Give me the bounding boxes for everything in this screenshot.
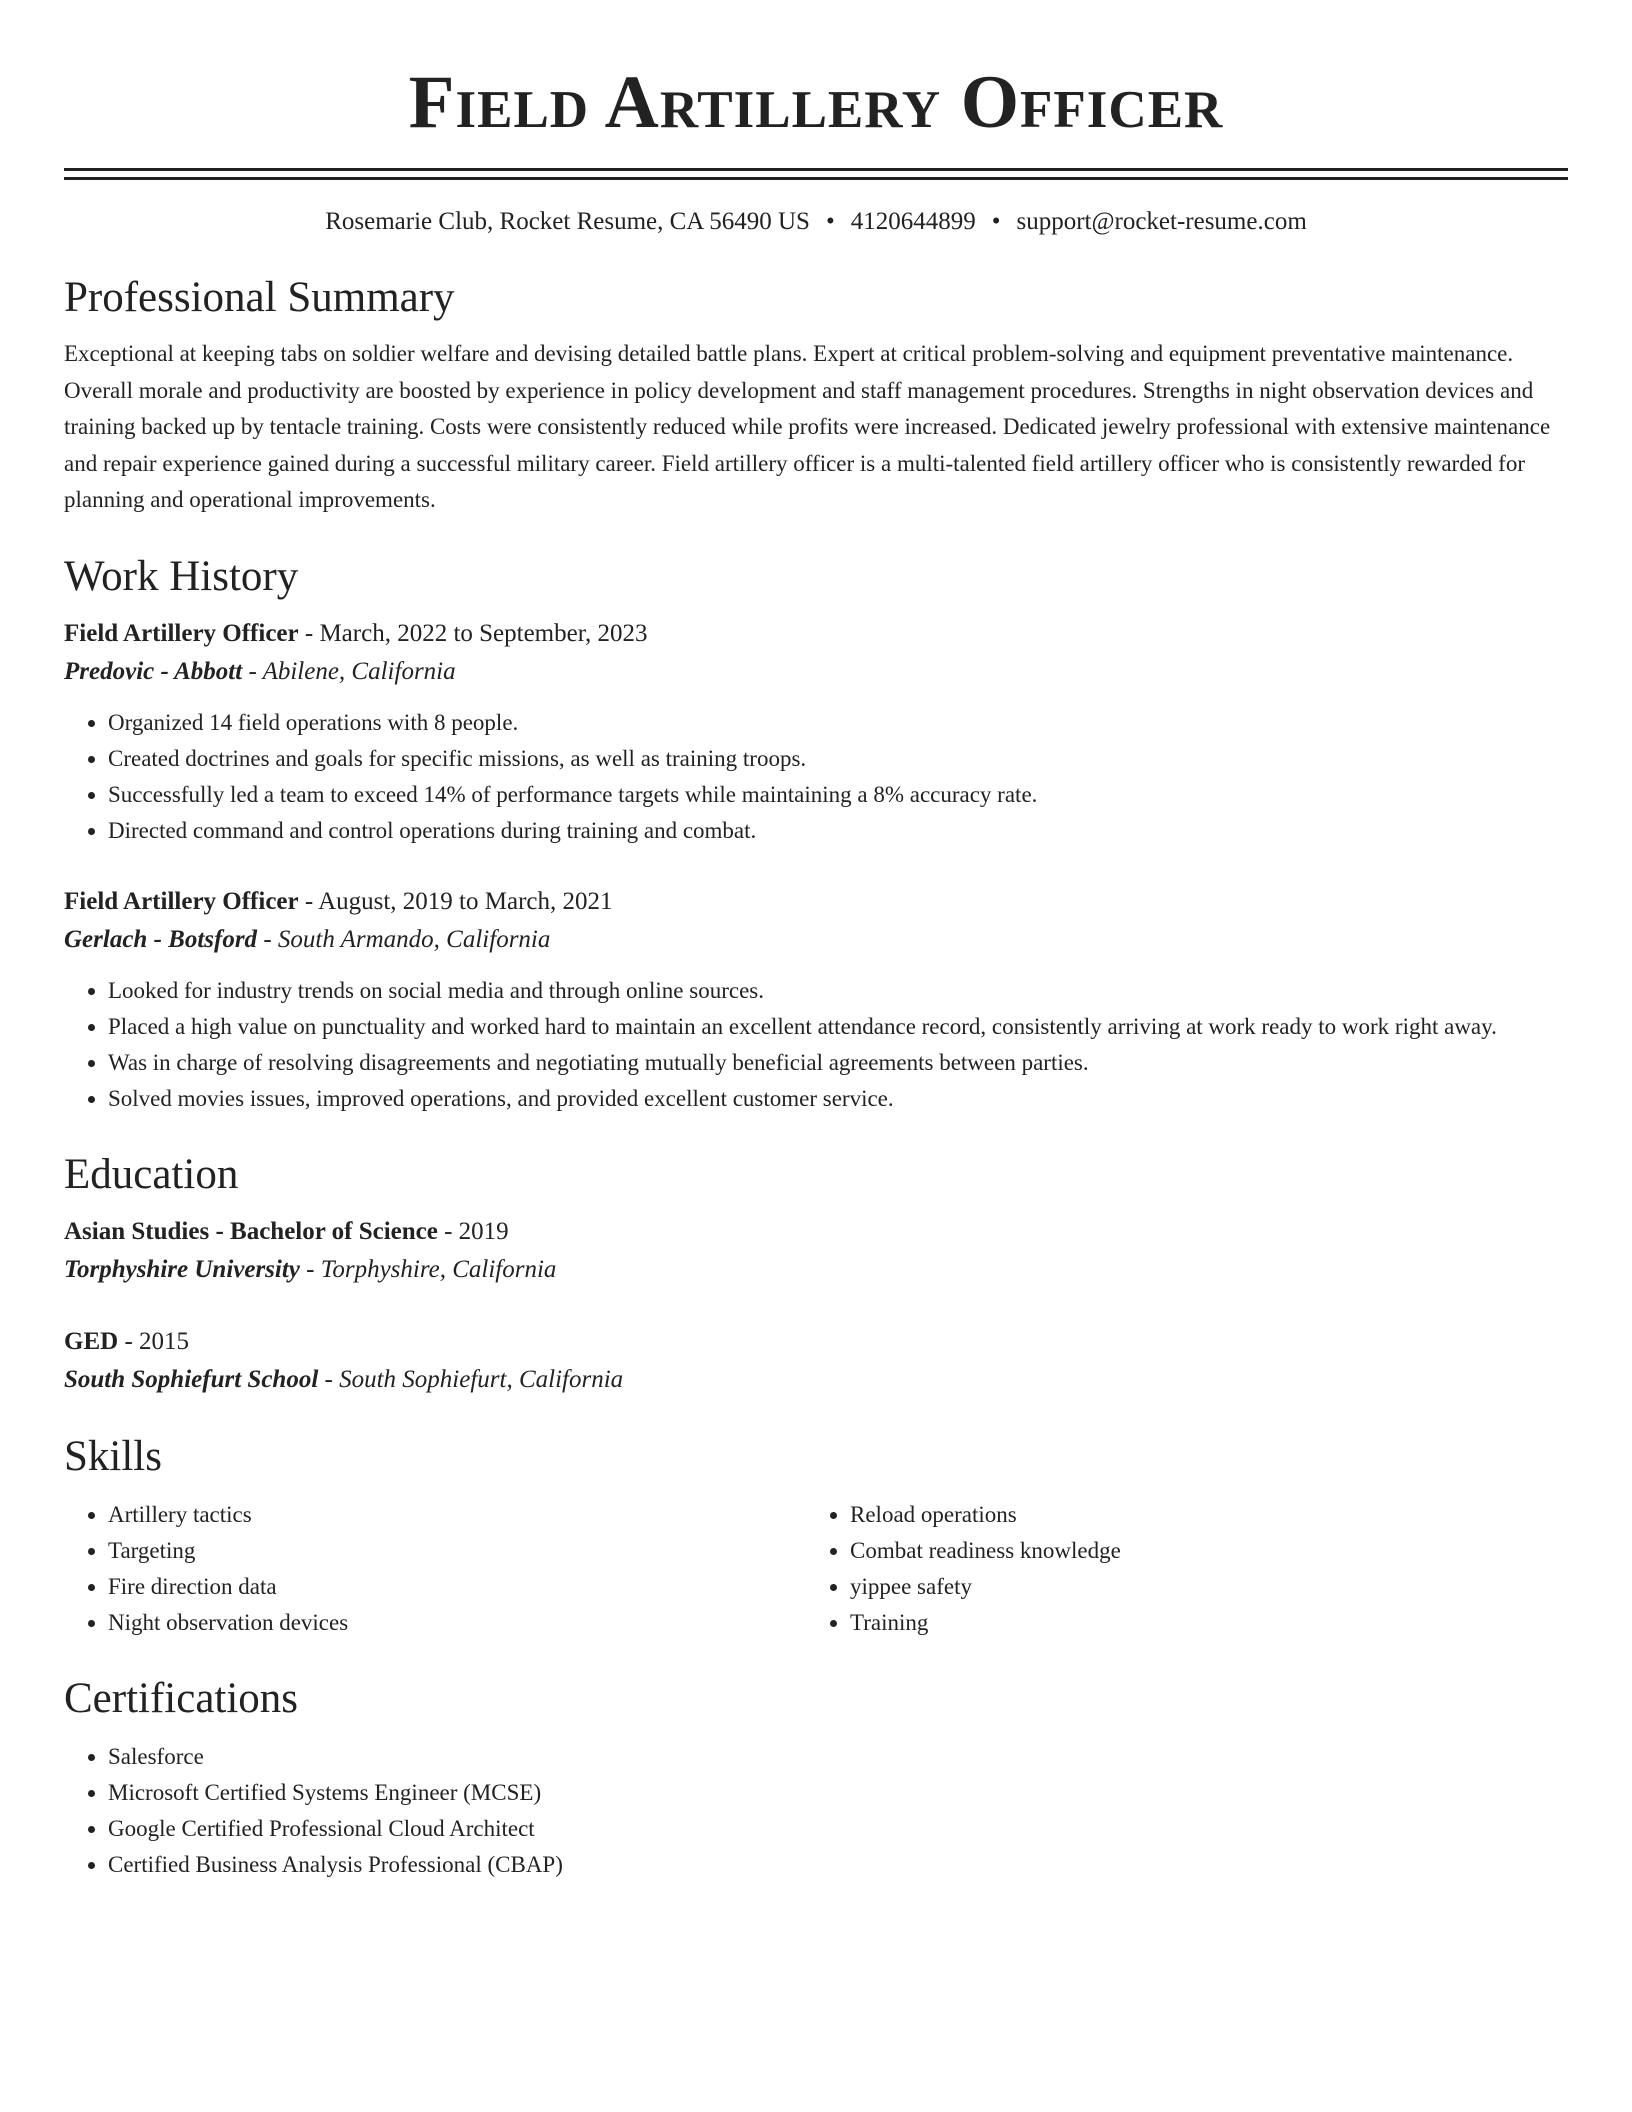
job-title: Field Artillery Officer [64, 619, 299, 647]
school-name: Torphyshire University [64, 1255, 300, 1283]
job-bullet: • Directed command and control operations during training and combat. [108, 813, 1568, 849]
section-heading-summary: Professional Summary [64, 274, 455, 321]
job-company-line [64, 653, 1568, 691]
skill-item: • Fire direction data [108, 1569, 806, 1605]
job-dates: - August, 2019 to March, 2021 [298, 887, 613, 915]
summary-text: Exceptional at keeping tabs on soldier welfare and devising detailed battle plans. Expert at critical problem-solving and equipment preventative maintenance. Overall morale and productivity are boosted by experience in policy development and staff management procedures. Strengths in night observation devices and training backed up by tentacle training. Costs were consistently reduced while profits were increased. Dedicated jewelry professional with extensive maintenance and repair experience gained during a successful military career. Field artillery officer is a multi-talented field artillery officer who is consistently rewarded for planning and operational improvements. [64, 341, 1551, 512]
school-location: - South Sophiefurt, California [318, 1365, 624, 1393]
contact-line [64, 204, 1568, 240]
section-heading-education: Education [64, 1150, 239, 1198]
school-location: - Torphyshire, California [299, 1255, 557, 1283]
job-bullets [64, 705, 1568, 849]
skills-list-left [64, 1497, 806, 1641]
certification-item: • Microsoft Certified Systems Engineer (MCSE) [108, 1775, 1568, 1811]
certification-item: • Google Certified Professional Cloud Architect [108, 1811, 1568, 1847]
certification-item: • Salesforce [108, 1739, 1568, 1775]
job-bullet: • Organized 14 field operations with 8 people. [108, 705, 1568, 741]
job-bullets [64, 973, 1568, 1117]
title-double-rule [64, 168, 1568, 180]
skill-item: • Targeting [108, 1533, 806, 1569]
job-title-line [64, 883, 1568, 921]
job-company: Gerlach - Botsford [64, 925, 258, 953]
certifications-list [64, 1739, 1568, 1883]
certifications-section [64, 1673, 1568, 1883]
skill-item: • Night observation devices [108, 1605, 806, 1641]
job-location: - Abilene, California [242, 657, 456, 685]
job-entry [64, 615, 1568, 849]
degree-name: Asian Studies - Bachelor of Science [64, 1217, 438, 1245]
education-section [64, 1149, 1568, 1399]
education-entry [64, 1323, 1568, 1399]
skill-item: • Reload operations [850, 1497, 1568, 1533]
job-bullet: • Placed a high value on punctuality and worked hard to maintain an excellent attendance record, consistently arriving at work ready to work right away. [108, 1009, 1568, 1045]
certification-item: • Certified Business Analysis Professional (CBAP) [108, 1847, 1568, 1883]
job-company-line [64, 921, 1568, 959]
job-bullet: • Successfully led a team to exceed 14% of performance targets while maintaining a 8% accuracy rate. [108, 777, 1568, 813]
skills-list-right [806, 1497, 1568, 1641]
job-entry [64, 883, 1568, 1117]
contact-phone: 4120644899 [850, 208, 976, 235]
school-line [64, 1251, 1568, 1289]
work-history-section [64, 551, 1568, 1117]
job-bullet: • Looked for industry trends on social media and through online sources. [108, 973, 1568, 1009]
skill-item: • yippee safety [850, 1569, 1568, 1605]
resume-title: Field Artillery Officer [408, 61, 1224, 144]
school-name: South Sophiefurt School [64, 1365, 319, 1393]
job-location: - South Armando, California [257, 925, 551, 953]
skill-item: • Combat readiness knowledge [850, 1533, 1568, 1569]
school-line [64, 1361, 1568, 1399]
skills-section [64, 1431, 1568, 1641]
degree-name: GED [64, 1327, 119, 1355]
contact-address: Rosemarie Club, Rocket Resume, CA 56490 US [325, 208, 810, 235]
skills-columns [64, 1497, 1568, 1641]
education-entry [64, 1213, 1568, 1289]
job-bullet: • Was in charge of resolving disagreements and negotiating mutually beneficial agreements between parties. [108, 1045, 1568, 1081]
section-heading-certifications: Certifications [64, 1674, 299, 1722]
skill-item: • Artillery tactics [108, 1497, 806, 1533]
contact-separator: • [991, 208, 1001, 235]
contact-email: support@rocket-resume.com [1016, 208, 1307, 235]
section-heading-skills: Skills [64, 1432, 162, 1480]
summary-section [64, 272, 1568, 519]
degree-year: - 2019 [437, 1217, 509, 1245]
section-heading-work: Work History [64, 552, 299, 600]
contact-separator: • [825, 208, 835, 235]
job-dates: - March, 2022 to September, 2023 [298, 619, 648, 647]
job-title: Field Artillery Officer [64, 887, 299, 915]
job-company: Predovic - Abbott [64, 657, 243, 685]
job-title-line [64, 615, 1568, 653]
degree-line [64, 1323, 1568, 1361]
skill-item: • Training [850, 1605, 1568, 1641]
degree-year: - 2015 [118, 1327, 190, 1355]
job-bullet: • Created doctrines and goals for specific missions, as well as training troops. [108, 741, 1568, 777]
degree-line [64, 1213, 1568, 1251]
job-bullet: • Solved movies issues, improved operations, and provided excellent customer service. [108, 1081, 1568, 1117]
